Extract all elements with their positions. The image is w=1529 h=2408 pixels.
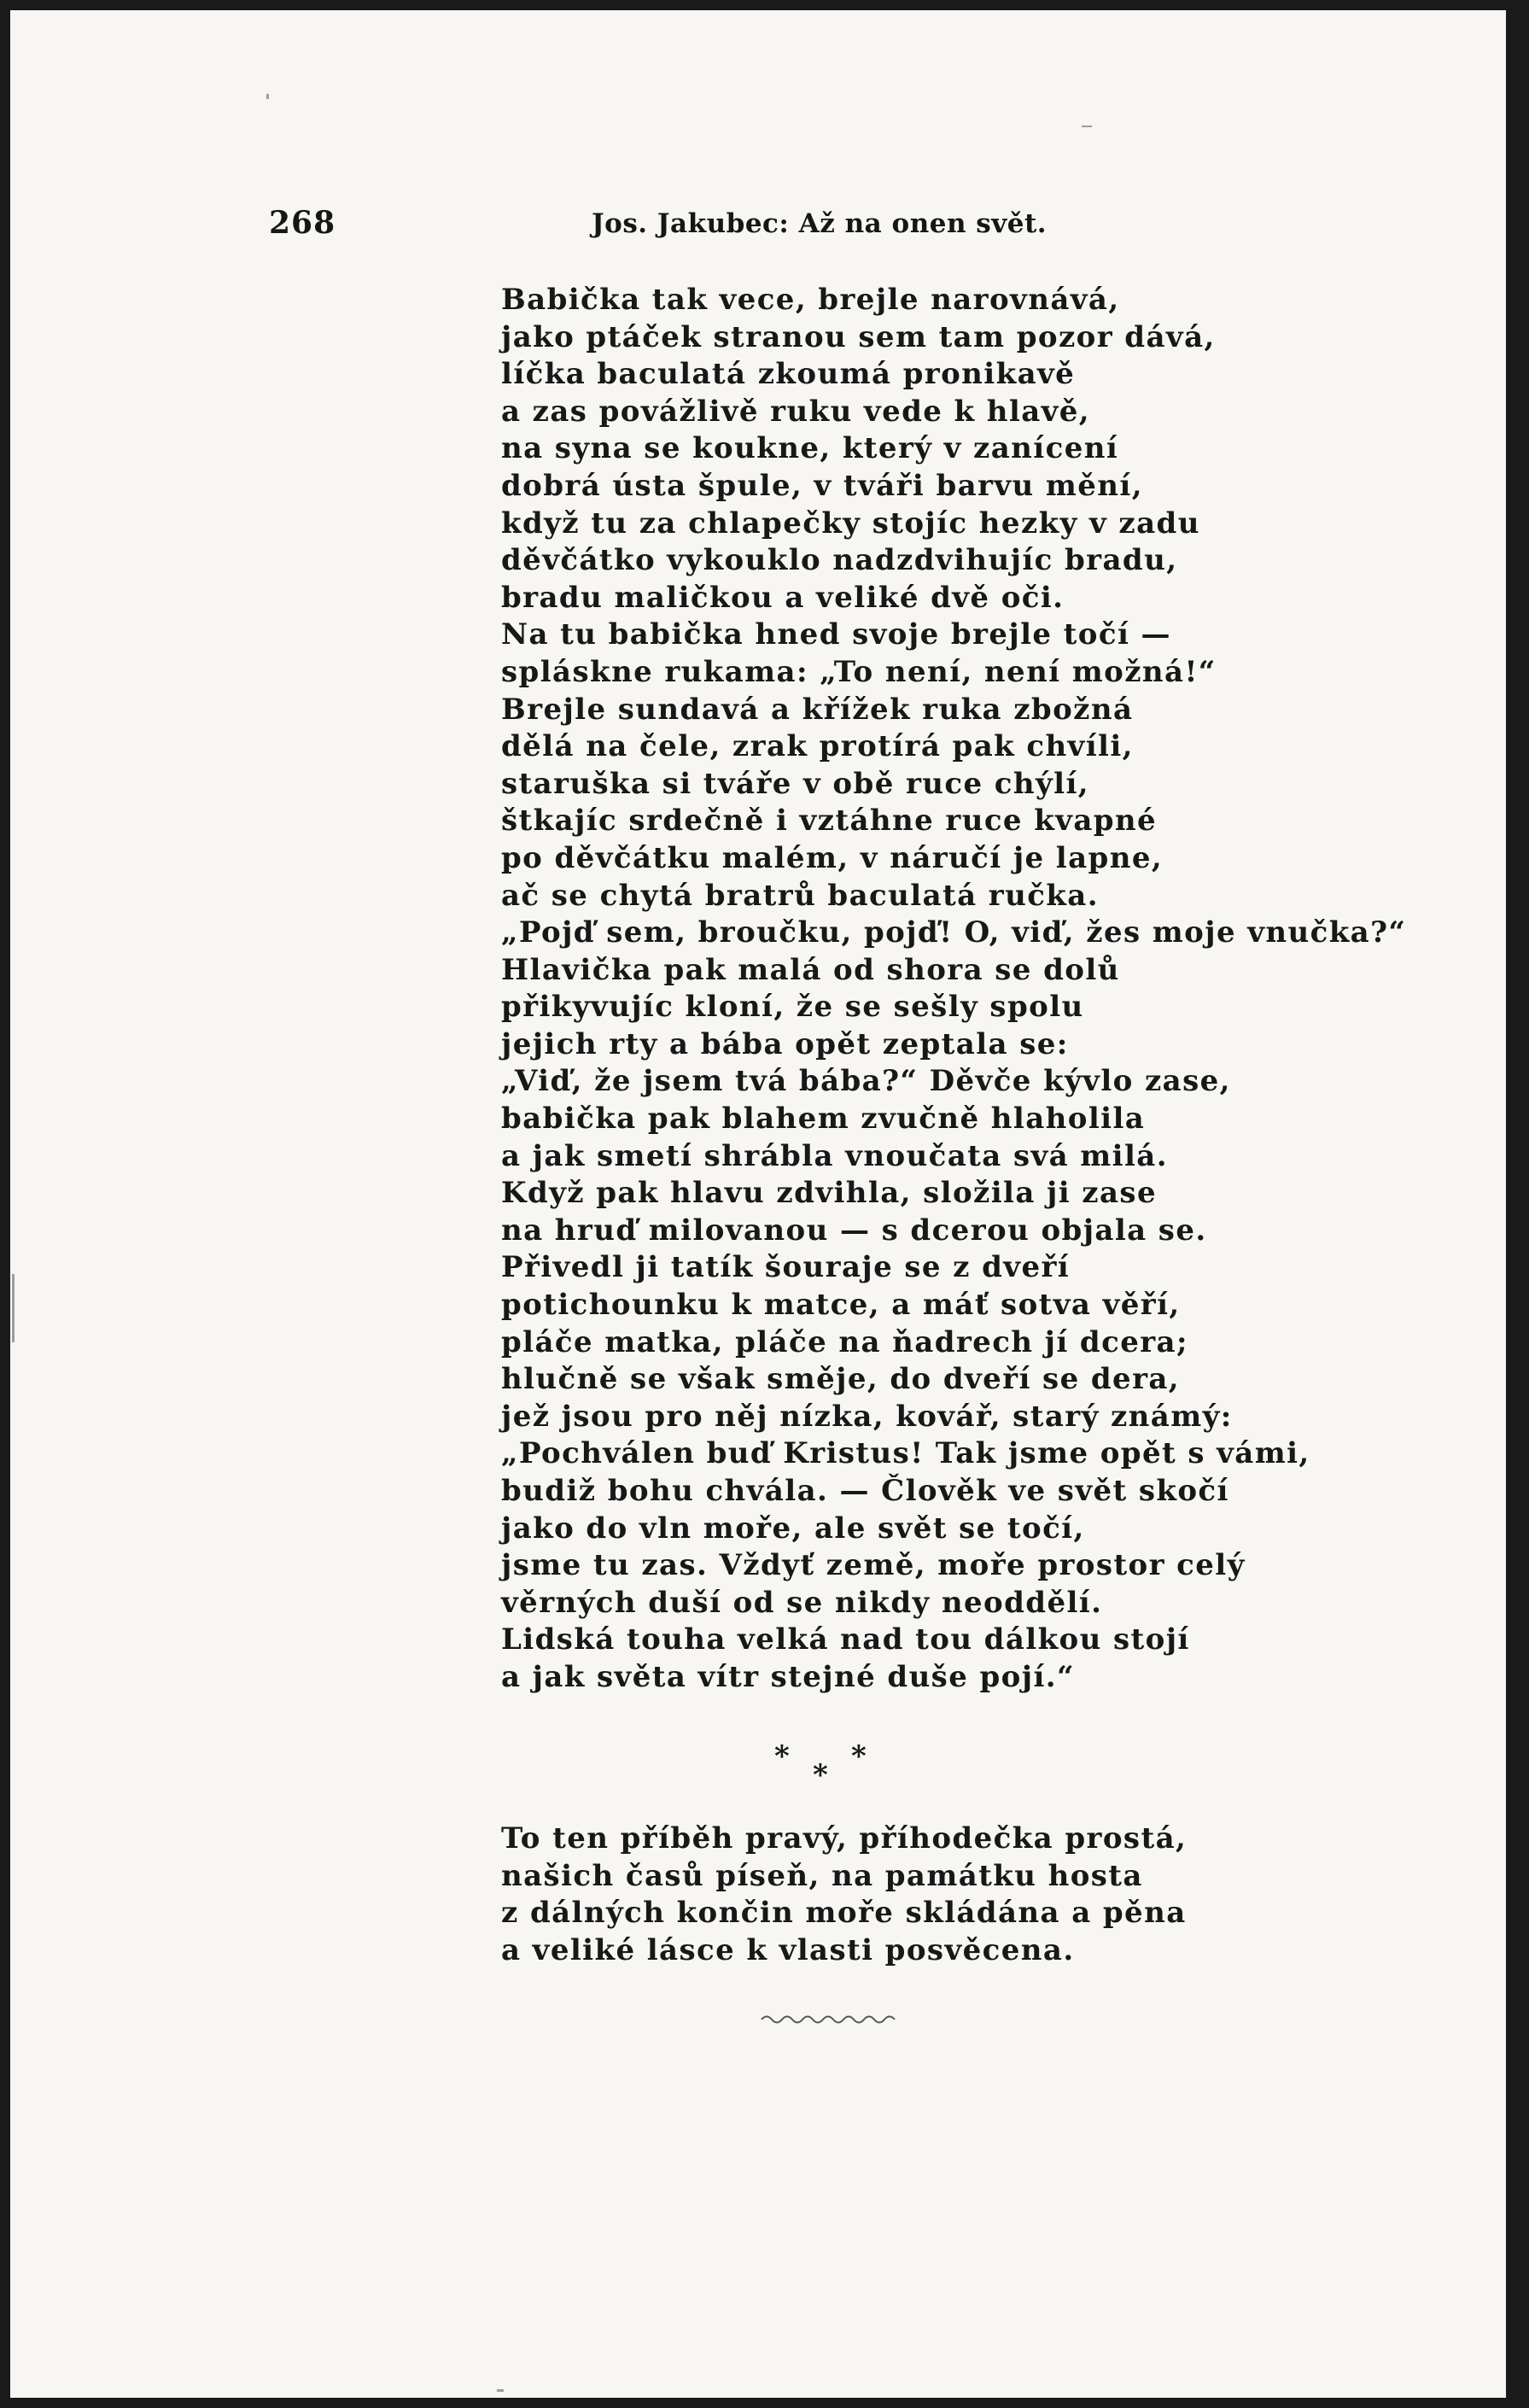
verse-line: štkajíc srdečně i vztáhne ruce kvapné — [501, 804, 1158, 839]
verse-line: na syna se koukne, který v zanícení — [501, 431, 1119, 466]
verse-line: Hlavička pak malá od shora se dolů — [501, 952, 1120, 987]
verse-line: jako do vln moře, ale svět se točí, — [501, 1511, 1085, 1546]
verse-line: „Viď, že jsem tvá bába?“ Děvče kývlo zase, — [501, 1064, 1231, 1099]
verse-line: na hruď milovanou — s dcerou objala se. — [501, 1213, 1207, 1248]
page-header — [10, 205, 1506, 248]
verse-line: a jak smetí shrábla vnoučata svá milá. — [501, 1138, 1168, 1173]
verse-line: a zas povážlivě ruku vede k hlavě, — [501, 394, 1091, 429]
verse-line: našich časů píseň, na památku hosta — [501, 1858, 1143, 1893]
scan-speck — [12, 1274, 15, 1342]
verse-line: z dálných končin moře skládána a pěna — [501, 1896, 1187, 1931]
verse-line: a jak světa vítr stejné duše pojí.“ — [501, 1659, 1075, 1694]
poem-stanza-main — [501, 282, 1407, 1697]
verse-line: věrných duší od se nikdy neoddělí. — [501, 1585, 1103, 1620]
verse-line: a veliké lásce k vlasti posvěcena. — [501, 1932, 1075, 1967]
verse-line: bradu maličkou a veliké dvě oči. — [501, 580, 1065, 615]
scan-speck — [266, 94, 269, 99]
page-number: 268 — [269, 205, 336, 241]
verse-line: dělá na čele, zrak protírá pak chvíli, — [501, 729, 1134, 764]
end-ornament-icon — [760, 2010, 901, 2029]
verse-line: pláče matka, pláče na ňadrech jí dcera; — [501, 1324, 1188, 1359]
asterisk: * — [813, 1758, 828, 1792]
verse-line: spláskne rukama: „To není, není možná!“ — [501, 654, 1217, 689]
scan-speck — [1082, 126, 1092, 127]
section-asterism — [762, 1739, 898, 1799]
asterisk: * — [851, 1739, 867, 1774]
verse-line: jež jsou pro něj nízka, kovář, starý známý: — [501, 1399, 1233, 1434]
verse-line: přikyvujíc kloní, že se sešly spolu — [501, 990, 1084, 1025]
verse-line: Brejle sundavá a křížek ruka zbožná — [501, 692, 1134, 727]
verse-line: Na tu babička hned svoje brejle točí — — [501, 617, 1171, 652]
verse-line: ač se chytá bratrů baculatá ručka. — [501, 878, 1099, 913]
verse-line: jejich rty a bába opět zeptala se: — [501, 1026, 1069, 1061]
verse-line: „Pochválen buď Kristus! Tak jsme opět s vámi, — [501, 1436, 1310, 1471]
scan-speck — [497, 2389, 504, 2392]
verse-line: Lidská touha velká nad tou dálkou stojí — [501, 1622, 1190, 1657]
verse-line: staruška si tváře v obě ruce chýlí, — [501, 766, 1090, 801]
verse-line: Když pak hlavu zdvihla, složila ji zase — [501, 1176, 1158, 1211]
verse-line: babička pak blahem zvučně hlaholila — [501, 1102, 1146, 1137]
running-head: Jos. Jakubec: Až na onen svět. — [592, 208, 1048, 239]
verse-line: To ten příběh pravý, příhodečka prostá, — [501, 1821, 1188, 1856]
verse-line: dobrá ústa špule, v tváři barvu mění, — [501, 468, 1143, 503]
verse-line: Babička tak vece, brejle narovnává, — [501, 283, 1120, 317]
book-page — [10, 10, 1506, 2398]
verse-line: po děvčátku malém, v náručí je lapne, — [501, 840, 1164, 875]
verse-line: děvčátko vykouklo nadzdvihujíc bradu, — [501, 543, 1178, 578]
verse-line: Přivedl ji tatík šouraje se z dveří — [501, 1250, 1071, 1285]
asterisk: * — [774, 1739, 790, 1774]
verse-line: jako ptáček stranou sem tam pozor dává, — [501, 319, 1216, 354]
verse-line: budiž bohu chvála. — Člověk ve svět skočí — [501, 1474, 1229, 1508]
verse-line: „Pojď sem, broučku, pojď! O, viď, žes moje vnučka?“ — [501, 915, 1407, 950]
verse-line: když tu za chlapečky stojíc hezky v zadu — [501, 506, 1200, 541]
verse-line: hlučně se však směje, do dveří se dera, — [501, 1362, 1181, 1397]
verse-line: potichounku k matce, a máť sotva věří, — [501, 1288, 1181, 1323]
verse-line: jsme tu zas. Vždyť země, moře prostor celý — [501, 1548, 1246, 1583]
verse-line: líčka baculatá zkoumá pronikavě — [501, 357, 1076, 392]
poem-stanza-final — [501, 1821, 1269, 1969]
